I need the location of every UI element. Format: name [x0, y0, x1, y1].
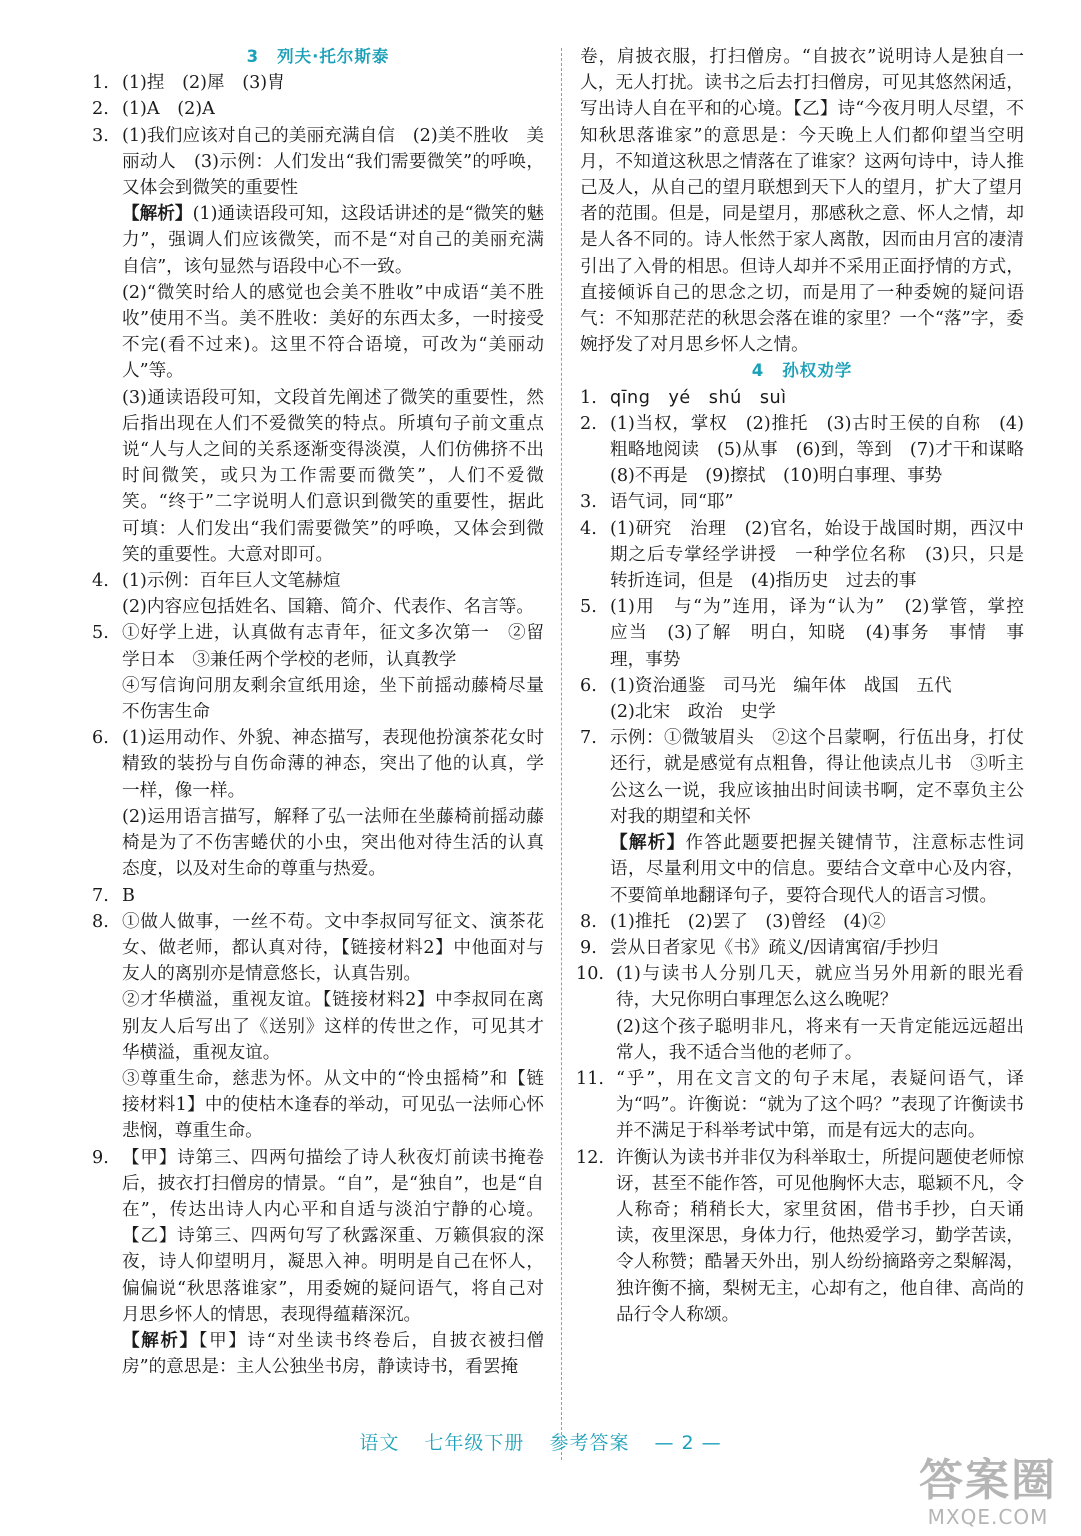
- answer-text: [122, 568, 544, 594]
- answer-body: 尝从日者家见《书》疏义/因请寓宿/手抄归: [610, 937, 939, 958]
- answer-body: (1)用 与“为”连用，译为“认为” (2)掌管，掌控 应当 (3)了解 明白，知晓 (4)事务 事情 事理，事势: [610, 597, 1042, 670]
- answer-text: [122, 385, 544, 568]
- left-column: [92, 44, 544, 1380]
- left-answer-list: [92, 70, 544, 1380]
- answer-body: qīng yé shú suì: [610, 387, 787, 408]
- answer-text: [122, 804, 544, 883]
- answer-item: [580, 489, 1024, 515]
- page-number: — 2 —: [654, 1432, 722, 1454]
- answer-text: [610, 725, 1024, 830]
- answer-item: [92, 96, 544, 122]
- answer-text: [610, 699, 1024, 725]
- analysis-label: 【解析】: [122, 1329, 199, 1351]
- answer-text: [610, 909, 1024, 935]
- item-number: 6.: [580, 675, 597, 696]
- watermark-url: MXQE.COM: [927, 1505, 1049, 1529]
- section-title-3: [92, 44, 544, 70]
- answer-item: [580, 516, 1042, 595]
- answer-item: [580, 411, 1042, 490]
- answer-item: [580, 673, 1024, 725]
- item-number: 9.: [580, 937, 597, 958]
- right-column: [576, 44, 1042, 1328]
- item-number: 8.: [92, 911, 109, 932]
- answer-body: (1)与读书人分别几天，就应当另外用新的眼光看待，大兄你明白事理怎么这么晚呢？: [616, 964, 1024, 1011]
- answer-text: [610, 673, 1024, 699]
- answer-body: (1)示例：百年巨人文笔赫煊: [122, 571, 341, 592]
- item-number: 1.: [580, 387, 597, 408]
- continued-analysis: 卷，肩披衣服，打扫僧房。“自披衣”说明诗人是独自一人，无人打扰。读书之后去打扫僧房，可见其悠然闲适，写出诗人自在平和的心境。【乙】诗“今夜月明人尽望，不知秋思落谁家”的意思是：今天晚上人们都仰望当空明月，不知道这秋思之情落在了谁家？这两句诗中，诗人推己及人，从自己的望月联想到天下人的望月，扩大了望月者的范围。但是，同是望月，那感秋之意、怀人之情，却是人各不同的。诗人怅然于家人离散，因而由月宫的凄清引出了入骨的相思。但诗人却并不采用正面抒情的方式，直接倾诉自己的思念之切，而是用了一种委婉的疑问语气：不知那茫茫的秋思会落在谁的家里？一个“落”字，委婉抒发了对月思乡怀人之情。: [580, 47, 1024, 356]
- answer-text: [610, 830, 1024, 909]
- item-number: 2.: [92, 99, 109, 120]
- answer-item: [92, 70, 544, 96]
- item-number: 4.: [580, 518, 597, 539]
- answer-body: (1)我们应该对自己的美丽充满自信 (2)美不胜收 美丽动人 (3)示例：人们发出“我们需要微笑”的呼唤，又体会到微笑的重要性: [122, 125, 544, 199]
- answer-text: [616, 1066, 1024, 1145]
- answer-body: 【甲】诗“对坐读书终卷后，自披衣被扫僧房”的意思是：主人公独坐书房，静读诗书，看罢掩: [122, 1330, 544, 1378]
- item-number: 11.: [576, 1068, 604, 1089]
- answer-text: [610, 489, 1024, 515]
- section-title-4: [580, 358, 1024, 384]
- answer-body: 【甲】诗第三、四两句描绘了诗人秋夜灯前读书掩卷后，披衣打扫僧房的情景。“自”，是“独自”，也是“自在”，传达出诗人内心平和自适与淡泊宁静的心境。【乙】诗第三、四两句写了秋露深重、万籁俱寂的深夜，诗人仰望明月，凝思入神。明明是自己在怀人，偏偏说“秋思落谁家”，用委婉的疑问语气，将自己对月思乡怀人的情思，表现得蕴藉深沉。: [122, 1147, 544, 1325]
- answer-text: [610, 411, 1042, 490]
- item-number: 7.: [92, 885, 109, 906]
- answer-text: [616, 1014, 1024, 1066]
- answer-item: [92, 725, 544, 882]
- item-number: 8.: [580, 911, 597, 932]
- answer-text: [122, 620, 544, 672]
- column-divider: [561, 48, 562, 1460]
- answer-body: (1)通读语段可知，这段话讲述的是“微笑的魅力”，强调人们应该微笑，而不是“对自己的美丽充满自信”，该句显然与语段中心不一致。: [122, 204, 544, 277]
- answer-text: [122, 909, 544, 988]
- answer-body: (1)A (2)A: [122, 99, 215, 120]
- answer-text: [122, 96, 544, 122]
- answer-text: [610, 935, 1024, 961]
- answer-item: [576, 1066, 1024, 1145]
- analysis-label: 【解析】: [610, 832, 686, 854]
- footer-label: 参考答案: [549, 1432, 630, 1454]
- answer-body: (1)资治通鉴 司马光 编年体 战国 五代: [610, 675, 952, 696]
- answer-text: [122, 1066, 544, 1145]
- answer-item: [92, 1145, 544, 1381]
- answer-text: [122, 987, 544, 1066]
- answer-text: [610, 516, 1042, 595]
- answer-item: [92, 620, 544, 725]
- section-title-text: 孙权劝学: [782, 361, 853, 381]
- footer-subject: 语文: [359, 1432, 400, 1454]
- item-number: 7.: [580, 728, 597, 749]
- answer-text: [122, 123, 544, 202]
- answer-item: [92, 123, 544, 568]
- footer-grade: 七年级下册: [424, 1432, 525, 1454]
- answer-body: (2)内容应包括姓名、国籍、简介、代表作、名言等。: [122, 597, 534, 618]
- answer-text: [122, 594, 544, 620]
- answer-body: (1)运用动作、外貌、神态描写，表现他扮演茶花女时精致的装扮与自伤命薄的神态，突出了他的认真，学一样，像一样。: [122, 728, 544, 801]
- answer-text: [122, 201, 544, 280]
- item-number: 1.: [92, 73, 109, 94]
- answer-item: [576, 1145, 1024, 1328]
- answer-body: “乎”，用在文言文的句子末尾，表疑问语气，译为“吗”。许衡说：“就为了这个吗？”表现了许衡读书并不满足于科举考试中第，而是有远大的志向。: [616, 1068, 1024, 1142]
- answer-text: [610, 594, 1042, 673]
- answer-item: [92, 909, 544, 1145]
- answer-item: [580, 935, 1024, 961]
- item-number: 5.: [580, 597, 597, 618]
- answer-body: (1)捏 (2)犀 (3)胄: [122, 73, 285, 94]
- answer-body: 作答此题要把握关键情节，注意标志性词语，尽量利用文中的信息。要结合文章中心及内容，不要简单地翻译句子，要符合现代人的语言习惯。: [610, 833, 1024, 906]
- item-number: 2.: [580, 413, 597, 434]
- answer-text: [616, 961, 1024, 1013]
- item-number: 4.: [92, 571, 109, 592]
- item-number: 6.: [92, 728, 109, 749]
- answer-text: [122, 1145, 544, 1328]
- answer-body: 示例：①微皱眉头 ②这个吕蒙啊，行伍出身，打仗还行，就是感觉有点粗鲁，得让他读点儿书 ③听主公这么一说，我应该抽出时间读书啊，定不辜负主公对我的期望和关怀: [610, 728, 1024, 827]
- answer-body: 语气词，同“耶”: [610, 492, 734, 513]
- answer-text: [122, 883, 544, 909]
- answer-text: [122, 1328, 544, 1380]
- answer-item: [580, 385, 1024, 411]
- answer-text: [122, 725, 544, 804]
- answer-text: [122, 673, 544, 725]
- answer-text: [610, 385, 1024, 411]
- answer-body: (3)通读语段可知，文段首先阐述了微笑的重要性，然后指出现在人们不爱微笑的特点。所填句子前文重点说“人与人之间的关系逐渐变得淡漠，人们仿佛挤不出时间微笑，或只为工作需要而微笑”，人们不爱微笑。“终于”二字说明人们意识到微笑的重要性，据此可填：人们发出“我们需要微笑”的呼唤，又体会到微笑的重要性。大意对即可。: [122, 387, 544, 565]
- item-number: 3.: [580, 492, 597, 513]
- answer-item: [92, 883, 544, 909]
- right-answer-list: [576, 385, 1042, 1328]
- site-watermark: [903, 1456, 1073, 1532]
- answer-item: [580, 594, 1042, 673]
- page-footer: [0, 1428, 1081, 1455]
- answer-body: (2)这个孩子聪明非凡，将来有一天肯定能远远超出常人，我不适合当他的老师了。: [616, 1016, 1024, 1063]
- section-number: 4: [751, 361, 765, 381]
- answer-item: [92, 568, 544, 620]
- answer-item: [580, 909, 1024, 935]
- section-number: 3: [246, 47, 260, 66]
- watermark-logo-text: 答案圈: [919, 1455, 1057, 1506]
- answer-text: [122, 280, 544, 385]
- answer-body: (1)推托 (2)罢了 (3)曾经 (4)②: [610, 911, 886, 932]
- answer-body: (2)“微笑时给人的感觉也会美不胜收”中成语“美不胜收”使用不当。美不胜收：美好的东西太多，一时接受不完(看不过来)。这里不符合语境，可改为“美丽动人”等。: [122, 282, 544, 382]
- answer-body: ①好学上进，认真做有志青年，征文多次第一 ②留学日本 ③兼任两个学校的老师，认真教学: [122, 623, 544, 670]
- item-number: 12.: [576, 1147, 604, 1168]
- item-number: 5.: [92, 623, 109, 644]
- answer-body: 许衡认为读书并非仅为科举取士，所提问题使老师惊讶，甚至不能作答，可见他胸怀大志，聪颖不凡，令人称奇；稍稍长大，家里贫困，借书手抄，白天诵读，夜里深思，身体力行，他热爱学习，勤学苦读，令人称赞；酷暑天外出，别人纷纷摘路旁之梨解渴，独许衡不摘，梨树无主，心却有之，他自律、高尚的品行令人称颂。: [616, 1147, 1024, 1325]
- answer-body: (1)研究 治理 (2)官名，始设于战国时期，西汉中期之后专掌经学讲授 一种学位名称 (3)只，只是 转折连词，但是 (4)指历史 过去的事: [610, 518, 1042, 592]
- answer-body: B: [122, 885, 135, 906]
- answer-item: [580, 725, 1024, 908]
- analysis-label: 【解析】: [122, 203, 193, 225]
- section-title-text: 列夫·托尔斯泰: [277, 47, 390, 66]
- answer-text: [122, 70, 544, 96]
- answer-text: [616, 1145, 1024, 1328]
- item-number: 9.: [92, 1147, 109, 1168]
- answer-body: (2)北宋 政治 史学: [610, 702, 776, 723]
- answer-body: (2)运用语言描写，解释了弘一法师在坐藤椅前摇动藤椅是为了不伤害蜷伏的小虫，突出他对待生活的认真态度，以及对生命的尊重与热爱。: [122, 806, 544, 880]
- item-number: 10.: [576, 964, 604, 985]
- answer-body: ③尊重生命，慈悲为怀。从文中的“怜虫摇椅”和【链接材料1】中的使枯木逢春的举动，可见弘一法师心怀悲悯，尊重生命。: [122, 1068, 544, 1142]
- answer-body: (1)当权，掌权 (2)推托 (3)古时王侯的自称 (4)粗略地阅读 (5)从事 (6)到，等到 (7)才干和谋略 (8)不再是 (9)擦拭 (10)明白事理、事势: [610, 413, 1042, 487]
- answer-body: ②才华横溢，重视友谊。【链接材料2】中李叔同在离别友人后写出了《送别》这样的传世之作，可见其才华横溢，重视友谊。: [122, 990, 544, 1063]
- answer-body: ①做人做事，一丝不苟。文中李叔同写征文、演茶花女、做老师，都认真对待，【链接材料2】中他面对与友人的离别亦是情意悠长，认真告别。: [122, 911, 544, 985]
- answer-body: ④写信询问朋友剩余宣纸用途，坐下前摇动藤椅尽量不伤害生命: [122, 675, 544, 723]
- answer-item: [576, 961, 1024, 1066]
- item-number: 3.: [92, 125, 109, 146]
